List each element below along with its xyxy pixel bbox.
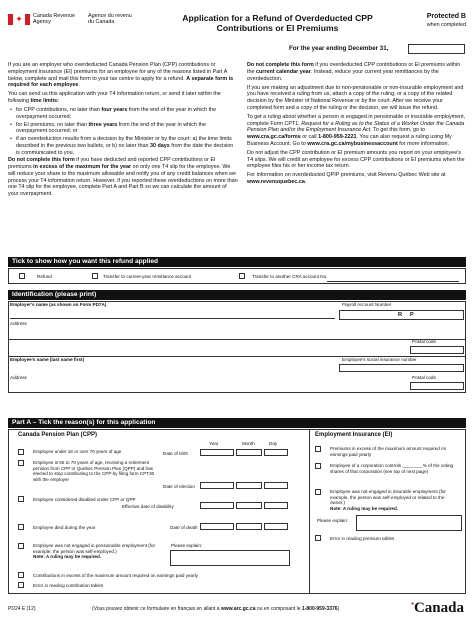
cpp-not-pensionable-label: Employee was not engaged in pensionable employment (for example, the person was self-employed.) Note: A ruling may be required. xyxy=(33,543,156,559)
part-a-divider xyxy=(309,429,310,594)
canada-wordmark: ▪Canada xyxy=(411,599,464,616)
divider xyxy=(8,339,466,340)
date-of-birth-year[interactable] xyxy=(200,449,234,456)
date-of-death-month[interactable] xyxy=(236,523,262,530)
transfer-current-checkbox[interactable] xyxy=(92,273,98,279)
date-of-death-label: Date of death xyxy=(170,525,198,530)
cpp-table-error-label: Error in reading contribution tables xyxy=(33,583,104,588)
form-number: PD24 E (12) xyxy=(8,606,36,612)
date-head-year: Year xyxy=(209,441,219,446)
employer-postal-input[interactable] xyxy=(410,346,464,354)
date-of-election-label: Date of election xyxy=(163,484,195,489)
cpp-under18-over70-checkbox[interactable] xyxy=(18,449,24,455)
refund-section-header: Tick to show how you want this refund applied xyxy=(8,257,466,267)
cpp-not-pensionable-checkbox[interactable] xyxy=(18,543,24,549)
refund-checkbox[interactable] xyxy=(19,273,25,279)
ei-excess-checkbox[interactable] xyxy=(315,446,321,452)
disability-date-label: Effective date of disability xyxy=(122,504,174,509)
agency-name-fr: Agence du revenu du Canada xyxy=(88,13,132,26)
ei-table-error-checkbox[interactable] xyxy=(315,535,321,541)
disability-date-day[interactable] xyxy=(264,502,288,509)
ei-excess-label: Premiums in excess of the maximum amount required on earnings paid yearly xyxy=(330,446,447,457)
cpp-table-error-checkbox[interactable] xyxy=(18,582,24,588)
cpp-elected-stop-label: Employee is 65 to 70 years of age, receiving a retirement pension from CPP or Quebec Pension Plan (QPP) and has elected to stop contributing to the CPP by filing form CPT30 with the employer xyxy=(33,460,155,482)
cpp-died-checkbox[interactable] xyxy=(18,524,24,530)
payroll-account-label: Payroll Account Number xyxy=(342,302,392,307)
date-of-death-day[interactable] xyxy=(264,523,288,530)
wordmark-flag-icon: ▪ xyxy=(411,599,414,608)
ei-explain-label: Please explain: xyxy=(317,518,349,523)
form-title: Application for a Refund of Overdeducted CPP Contributions or EI Premiums xyxy=(182,13,373,34)
ei-corporation-checkbox[interactable] xyxy=(315,463,321,469)
disability-date-year[interactable] xyxy=(200,502,234,509)
employer-name-input[interactable] xyxy=(10,318,335,319)
cpp-elected-stop-checkbox[interactable] xyxy=(18,460,24,466)
employee-postal-label: Postal code xyxy=(412,375,437,380)
french-notice: (Vous pouvez obtenir ce formulaire en français en allant à www.arc.gc.ca ou en composant le 1-800-959-3376) xyxy=(92,606,340,612)
ei-not-insurable-label: Employee was not engaged in insurable employment (for example, the person was self-employed or related to the owner.) Note: A ruling may be required. xyxy=(330,489,446,511)
ei-not-insurable-checkbox[interactable] xyxy=(315,489,321,495)
sin-input[interactable] xyxy=(339,364,464,372)
ei-heading: Employment Insurance (EI) xyxy=(315,432,393,438)
refund-label: Refund xyxy=(37,274,52,279)
cpp-died-label: Employee died during the year xyxy=(33,525,96,530)
date-of-birth-day[interactable] xyxy=(264,449,288,456)
cpp-under18-over70-label: Employee under 18 or over 70 years of age xyxy=(33,449,122,454)
cpp-heading: Canada Pension Plan (CPP) xyxy=(18,432,98,438)
ei-explain-input[interactable] xyxy=(356,515,462,531)
year-input[interactable] xyxy=(408,44,465,54)
cpp-excess-label: Contributions in excess of the maximum amount required on earnings paid yearly xyxy=(33,573,198,578)
intro-right: Do not complete this form if you overdeducted CPP contributions or EI premiums within the current calendar year. Instead, reduce your current year remittances by the overdeduction. If you are making an adjustment due to non-pensionable or non-insurable employment and you have received a ruling from us, attach a copy of the ruling, or a copy of the related decision by the Minister of National Revenue or by the court. After we receive your completed form and a copy of the ruling or the decision, we will issue the refund. To get a ruling about whether a person is engaged in pensionable or insurable employment, complete Form CPT1, Request for a Ruling as to the Status of a Worker Under the Canada Pension Plan and/or the Employment Insurance Act. To get this form, go to www.cra.gc.ca/forms or call 1-800-959-2221. You can also request a ruling using My Business Account. Go to www.cra.gc.ca/mybusinessaccount for more information. Do not adjust the CPP contribution or EI premium amounts you report on your employee's T4 slips. We will credit an employee for excess CPP contributions or EI premiums when the employee files his or her income tax return. For information on overdeducted QPIP premiums, visit Revenu Québec Web site at www.revenuquebec.ca. xyxy=(247,62,466,186)
date-of-election-year[interactable] xyxy=(200,482,234,489)
date-head-month: Month xyxy=(242,441,255,446)
protected-label: Protected B when completed xyxy=(426,13,466,28)
rp-prefix-r: R xyxy=(398,312,403,318)
date-of-birth-label: Date of birth xyxy=(163,451,189,456)
employer-postal-label: Postal code xyxy=(412,339,437,344)
cpp-excess-checkbox[interactable] xyxy=(18,572,24,578)
transfer-other-checkbox[interactable] xyxy=(239,273,245,279)
date-of-election-day[interactable] xyxy=(264,482,288,489)
ei-table-error-label: Error in reading premium tables xyxy=(330,536,395,541)
cra-account-input[interactable] xyxy=(327,281,459,282)
transfer-current-label: Transfer to current-year remittance account xyxy=(103,274,192,279)
ei-corporation-label: Employee of a corporation controls ________% of the voting shares of that corporation (see top of next page) xyxy=(330,463,454,474)
employer-address-label: Address xyxy=(10,321,27,326)
cpp-explain-label: Please explain: xyxy=(171,543,203,548)
date-head-day: Day xyxy=(269,441,278,446)
employer-name-label: Employer's name (as shown on Form PD7A) xyxy=(10,302,107,307)
date-of-birth-month[interactable] xyxy=(236,449,262,456)
cpp-disabled-checkbox[interactable] xyxy=(18,496,24,502)
transfer-other-label: Transfer to another CRA account No. xyxy=(252,274,328,279)
cpp-explain-input[interactable] xyxy=(170,550,290,566)
date-of-death-year[interactable] xyxy=(200,523,234,530)
intro-left: If you are an employer who overdeducted Canada Pension Plan (CPP) contributions or employment insurance (EI) premiums for an employee for any of the reasons listed in Part A below, complete and mail this form to your tax centre to apply for a refund. A separate form is required for each employee. You can send us this application with your T4 information return, or send it later within the following time limits: • for CPP contributions, no later than four years from the end of the year in which the overpayment occurred; • for EI premiums, no later than three years from the end of the year in which the overpayment occurred; or • if an overdeduction results from a decision by the Minister or by the court: a) the time limits described in the previous two bullets, or b) no later than 30 days from the date the decision is communicated to you. Do not complete this form if you have deducted and reported CPP contributions or EI premiums in excess of the maximum for the year on only one T4 slip for the employee. We will reduce your share to the maximum allowable and notify you of any credit balances when we process your T4 information return. However, if you reported these overdeductions on more than one T4 slip for the employee, complete Part A and Part B so we can calculate the amount of your overpayment. xyxy=(8,62,238,200)
agency-name-en: Canada Revenue Agency xyxy=(33,13,75,26)
disability-date-month[interactable] xyxy=(236,502,262,509)
employee-postal-input[interactable] xyxy=(410,382,464,390)
employee-name-label: Employee's name (last name first) xyxy=(10,357,85,362)
employee-address-label: Address xyxy=(10,375,27,380)
sin-label: Employee's social insurance number xyxy=(342,357,417,362)
year-label: For the year ending December 31, xyxy=(289,45,389,52)
rp-prefix-p: P xyxy=(410,312,414,318)
cpp-disabled-label: Employee considered disabled under CPP or QPP xyxy=(33,497,136,502)
date-of-election-month[interactable] xyxy=(236,482,262,489)
part-a-section-header: Part A – Tick the reason(s) for this application xyxy=(8,418,466,428)
canada-flag-icon: ✦ xyxy=(8,14,30,25)
identification-section-header: Identification (please print) xyxy=(8,290,466,300)
